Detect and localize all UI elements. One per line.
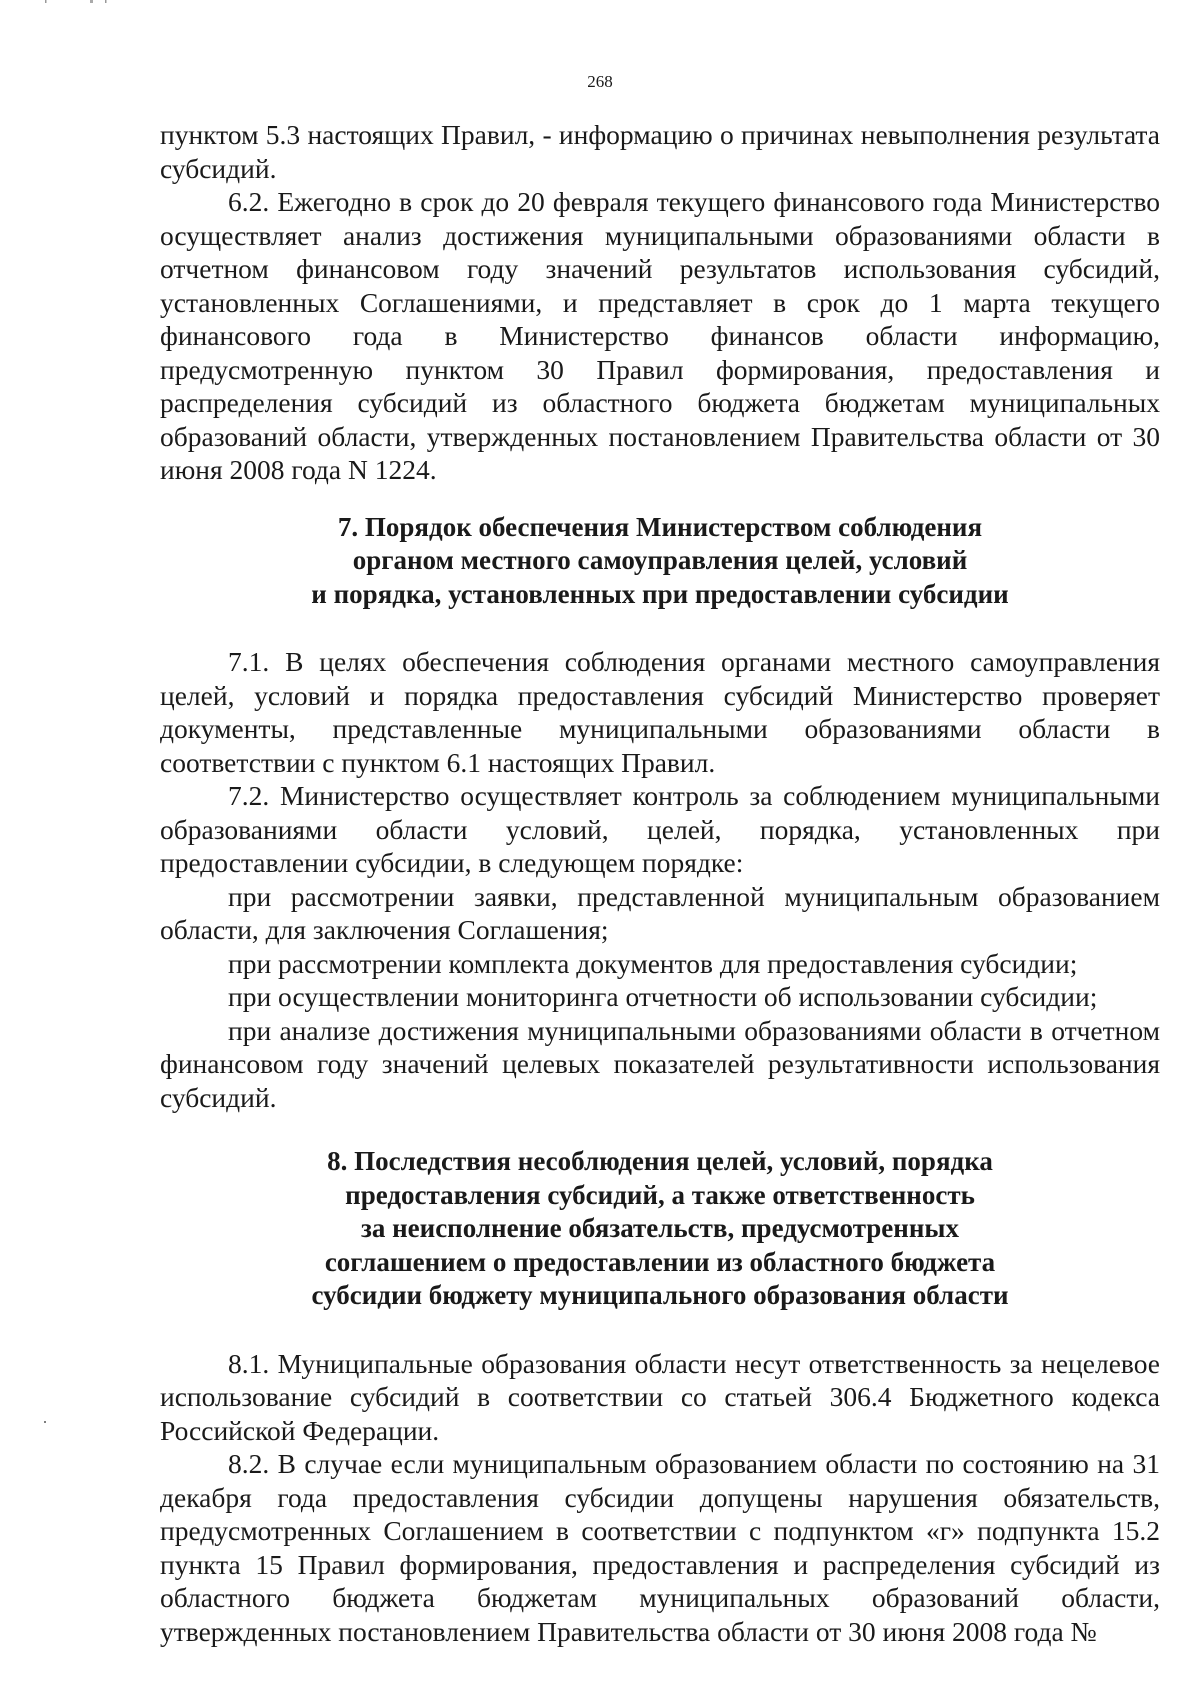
list-item-results-analysis: при анализе достижения муниципальными образованиями области в отчетном финансовом году значений целевых показателей результативности использования субсидий. (160, 1014, 1160, 1113)
scan-speck (44, 1421, 46, 1423)
paragraph-8-1: 8.1. Муниципальные образования области несут ответственность за нецелевое использование субсидий в соответствии со статьей 306.4 Бюджетного кодекса Российской Федерации. (160, 1347, 1160, 1446)
paragraph-continuation: пунктом 5.3 настоящих Правил, - информацию о причинах невыполнения результата субсидий. (160, 119, 1160, 184)
list-item-application-review: при рассмотрении заявки, представленной муниципальным образованием области, для заключения Соглашения; (160, 880, 1160, 945)
scan-edge-mark (0, 0, 150, 3)
paragraph-8-2: 8.2. В случае если муниципальным образованием области по состоянию на 31 декабря года предоставления субсидии допущены нарушения обязательств, предусмотренных Соглашением в соответствии с подпунктом «г» подпункта 15.2 пункта 15 Правил формирования, предоставления и распределения субсидий из областного бюджета бюджетам муниципальных образований области, утвержденных постановлением Правительства области от 30 июня 2008 года № (160, 1448, 1160, 1647)
heading-line: 7. Порядок обеспечения Министерством соблюдения (337, 511, 983, 542)
heading-line: субсидии бюджету муниципального образования области (311, 1280, 1009, 1310)
heading-line: за неисполнение обязательств, предусмотренных (361, 1213, 959, 1243)
section-7-heading (160, 511, 1160, 612)
list-item-documents-review: при рассмотрении комплекта документов для предоставления субсидии; (228, 947, 1078, 979)
heading-line: 8. Последствия несоблюдения целей, условий, порядка (327, 1146, 993, 1176)
paragraph-6-2: 6.2. Ежегодно в срок до 20 февраля текущего финансового года Министерство осуществляет анализ достижения муниципальными образованиями области в отчетном финансовом году значений результатов использования субсидий, установленных Соглашениями, и представляет в срок до 1 марта текущего финансового года в Министерство финансов области информацию, предусмотренную пунктом 30 Правил формирования, предоставления и распределения субсидий из областного бюджета бюджетам муниципальных образований области, утвержденных постановлением Правительства области от 30 июня 2008 года N 1224. (160, 186, 1160, 485)
heading-line: и порядка, установленных при предоставлении субсидии (311, 578, 1009, 609)
document-body (160, 118, 1160, 1648)
section-8-heading (160, 1145, 1160, 1313)
heading-line: органом местного самоуправления целей, условий (352, 545, 968, 575)
page-number: 268 (587, 72, 613, 91)
paragraph-7-2: 7.2. Министерство осуществляет контроль за соблюдением муниципальными образованиями области условий, целей, порядка, установленных при предоставлении субсидии, в следующем порядке: (160, 780, 1160, 878)
list-item-reporting-monitoring: при осуществлении мониторинга отчетности об использовании субсидии; (228, 981, 1098, 1012)
paragraph-7-1: 7.1. В целях обеспечения соблюдения органами местного самоуправления целей, условий и порядка предоставления субсидий Министерство проверяет документы, представленные муниципальными образованиями области в соответствии с пунктом 6.1 настоящих Правил. (160, 646, 1160, 778)
heading-line: соглашением о предоставлении из областного бюджета (324, 1246, 996, 1277)
heading-line: предоставления субсидий, а также ответственность (345, 1179, 975, 1210)
